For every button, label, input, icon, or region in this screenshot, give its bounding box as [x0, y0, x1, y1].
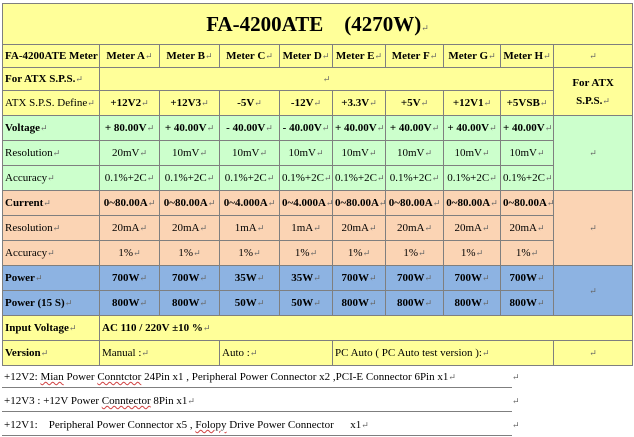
voltage-accuracy-cell: 0.1%+2C↵ — [333, 166, 386, 191]
define-cell: +3.3V↵ — [333, 91, 386, 116]
power-side-cell: ↵ — [554, 266, 633, 316]
define-cell: +5VSB↵ — [501, 91, 554, 116]
meter-a-header: Meter A↵ — [100, 45, 160, 68]
current-cell: 0~80.00A↵ — [444, 191, 501, 216]
note-12v2: +12V2: Mian Power Conntctor 24Pin x1 , Peripheral Power Connector x2 ,PCI-E Connector 6Pin x1↵ — [2, 366, 512, 388]
power-cell: 700W↵ — [501, 266, 554, 291]
voltage-resolution-cell: 10mV↵ — [444, 141, 501, 166]
current-cell: 0~80.00A↵ — [160, 191, 220, 216]
define-cell: +12V1↵ — [444, 91, 501, 116]
current-accuracy-cell: 1%↵ — [280, 241, 333, 266]
current-resolution-cell: 20mA↵ — [333, 216, 386, 241]
power-cell: 700W↵ — [160, 266, 220, 291]
current-side-cell: ↵ — [554, 191, 633, 266]
current-resolution-cell: 20mA↵ — [501, 216, 554, 241]
voltage-cell: + 80.00V↵ — [100, 116, 160, 141]
power-15s-cell: 800W↵ — [100, 291, 160, 316]
version-auto: Auto :↵ — [220, 341, 333, 366]
power-15s-label: Power (15 S)↵ — [3, 291, 100, 316]
voltage-resolution-cell: 10mV↵ — [386, 141, 444, 166]
voltage-accuracy-cell: 0.1%+2C↵ — [220, 166, 280, 191]
meter-c-header: Meter C↵ — [220, 45, 280, 68]
note-12v1: +12V1: Peripheral Power Connector x5 , Folopy Drive Power Connector x1↵ — [2, 414, 512, 436]
power-15s-cell: 800W↵ — [333, 291, 386, 316]
note-mark: ↵ — [512, 420, 520, 430]
spec-table — [2, 3, 633, 366]
current-accuracy-cell: 1%↵ — [220, 241, 280, 266]
define-cell: +12V2↵ — [100, 91, 160, 116]
voltage-resolution-cell: 10mV↵ — [220, 141, 280, 166]
power-15s-cell: 50W↵ — [280, 291, 333, 316]
define-label: ATX S.P.S. Define↵ — [3, 91, 100, 116]
current-resolution-cell: 20mA↵ — [444, 216, 501, 241]
power-cell: 700W↵ — [333, 266, 386, 291]
meter-d-header: Meter D↵ — [280, 45, 333, 68]
current-resolution-label: Resolution↵ — [3, 216, 100, 241]
note-12v3: +12V3 : +12V Power Conntector 8Pin x1↵ — [2, 390, 512, 412]
version-blank-cell: ↵ — [554, 341, 633, 366]
current-accuracy-label: Accuracy↵ — [3, 241, 100, 266]
header-blank-cell: ↵ — [554, 45, 633, 68]
voltage-accuracy-cell: 0.1%+2C↵ — [280, 166, 333, 191]
power-cell: 700W↵ — [100, 266, 160, 291]
voltage-accuracy-label: Accuracy↵ — [3, 166, 100, 191]
for-atx-sps-label: For ATX S.P.S.↵ — [3, 68, 100, 91]
voltage-resolution-cell: 10mV↵ — [160, 141, 220, 166]
current-accuracy-cell: 1%↵ — [333, 241, 386, 266]
voltage-resolution-label: Resolution↵ — [3, 141, 100, 166]
voltage-resolution-cell: 10mV↵ — [333, 141, 386, 166]
meter-e-header: Meter E↵ — [333, 45, 386, 68]
meter-f-header: Meter F↵ — [386, 45, 444, 68]
define-cell: -12V↵ — [280, 91, 333, 116]
current-accuracy-cell: 1%↵ — [100, 241, 160, 266]
note-mark: ↵ — [512, 372, 520, 382]
voltage-label: Voltage↵ — [3, 116, 100, 141]
power-15s-cell: 800W↵ — [501, 291, 554, 316]
voltage-cell: + 40.00V↵ — [501, 116, 554, 141]
input-voltage-label: Input Voltage↵ — [3, 316, 100, 341]
voltage-accuracy-cell: 0.1%+2C↵ — [501, 166, 554, 191]
meter-g-header: Meter G↵ — [444, 45, 501, 68]
current-label: Current↵ — [3, 191, 100, 216]
power-cell: 700W↵ — [386, 266, 444, 291]
input-voltage-value: AC 110 / 220V ±10 %↵ — [100, 316, 633, 341]
power-cell: 700W↵ — [444, 266, 501, 291]
current-resolution-cell: 1mA↵ — [280, 216, 333, 241]
current-cell: 0~4.000A↵ — [280, 191, 333, 216]
meter-b-header: Meter B↵ — [160, 45, 220, 68]
current-resolution-cell: 20mA↵ — [386, 216, 444, 241]
current-cell: 0~80.00A↵ — [100, 191, 160, 216]
current-accuracy-cell: 1%↵ — [160, 241, 220, 266]
voltage-accuracy-cell: 0.1%+2C↵ — [160, 166, 220, 191]
voltage-resolution-cell: 10mV↵ — [280, 141, 333, 166]
voltage-resolution-cell: 20mV↵ — [100, 141, 160, 166]
for-atx-sps-side-label: For ATX S.P.S.↵ — [554, 68, 633, 116]
current-resolution-cell: 20mA↵ — [100, 216, 160, 241]
define-cell: +5V↵ — [386, 91, 444, 116]
power-15s-cell: 800W↵ — [160, 291, 220, 316]
current-accuracy-cell: 1%↵ — [444, 241, 501, 266]
note-mark: ↵ — [512, 396, 520, 406]
voltage-cell: - 40.00V↵ — [280, 116, 333, 141]
current-resolution-cell: 1mA↵ — [220, 216, 280, 241]
power-15s-cell: 800W↵ — [386, 291, 444, 316]
power-15s-cell: 50W↵ — [220, 291, 280, 316]
power-label: Power↵ — [3, 266, 100, 291]
current-cell: 0~4.000A↵ — [220, 191, 280, 216]
voltage-cell: + 40.00V↵ — [444, 116, 501, 141]
voltage-cell: + 40.00V↵ — [160, 116, 220, 141]
current-accuracy-cell: 1%↵ — [501, 241, 554, 266]
version-label: Version↵ — [3, 341, 100, 366]
voltage-accuracy-cell: 0.1%+2C↵ — [100, 166, 160, 191]
power-cell: 35W↵ — [220, 266, 280, 291]
current-cell: 0~80.00A↵ — [386, 191, 444, 216]
voltage-cell: + 40.00V↵ — [333, 116, 386, 141]
table-title: FA-4200ATE (4270W) — [206, 11, 422, 36]
voltage-cell: - 40.00V↵ — [220, 116, 280, 141]
define-cell: +12V3↵ — [160, 91, 220, 116]
voltage-cell: + 40.00V↵ — [386, 116, 444, 141]
voltage-resolution-cell: 10mV↵ — [501, 141, 554, 166]
current-cell: 0~80.00A↵ — [501, 191, 554, 216]
voltage-accuracy-cell: 0.1%+2C↵ — [386, 166, 444, 191]
power-cell: 35W↵ — [280, 266, 333, 291]
voltage-side-cell: ↵ — [554, 116, 633, 191]
for-atx-sps-blank: ↵ — [100, 68, 554, 91]
version-pc-auto: PC Auto ( PC Auto test version ):↵ — [333, 341, 554, 366]
power-15s-cell: 800W↵ — [444, 291, 501, 316]
version-manual: Manual :↵ — [100, 341, 220, 366]
current-accuracy-cell: 1%↵ — [386, 241, 444, 266]
voltage-accuracy-cell: 0.1%+2C↵ — [444, 166, 501, 191]
meter-header-label: FA-4200ATE Meter — [3, 45, 100, 68]
current-cell: 0~80.00A↵ — [333, 191, 386, 216]
current-resolution-cell: 20mA↵ — [160, 216, 220, 241]
table-title-cell: FA-4200ATE (4270W)↵ — [3, 4, 633, 45]
define-cell: -5V↵ — [220, 91, 280, 116]
meter-h-header: Meter H↵ — [501, 45, 554, 68]
